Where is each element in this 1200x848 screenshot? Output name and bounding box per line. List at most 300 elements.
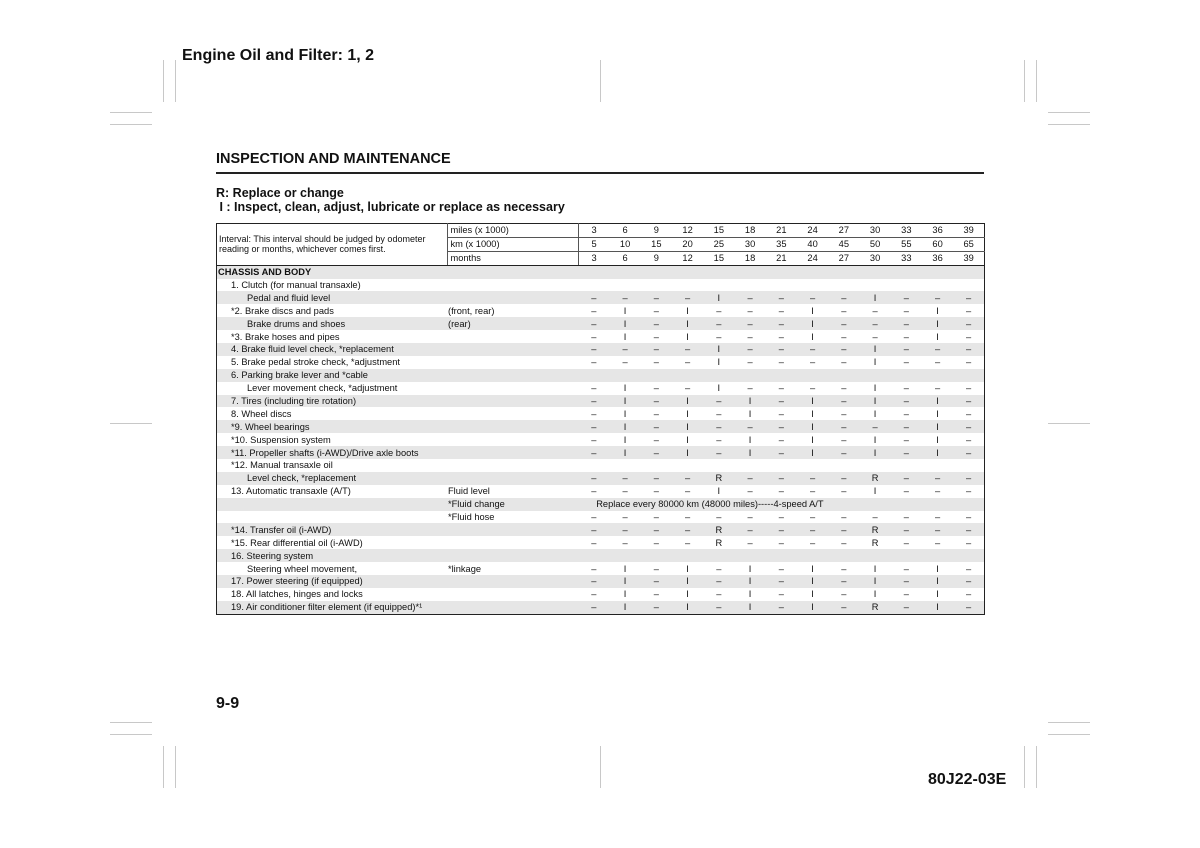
schedule-cell: – (591, 537, 597, 548)
schedule-cell: – (891, 291, 922, 304)
schedule-cell: R (703, 472, 734, 485)
schedule-item-label: 6. Parking brake lever and *cable (217, 369, 448, 382)
schedule-item-detail (448, 407, 578, 420)
schedule-cell (672, 279, 703, 292)
schedule-row (217, 562, 985, 575)
schedule-cell (922, 279, 953, 292)
schedule-cell (609, 369, 640, 382)
interval-value: 10 (609, 237, 640, 251)
schedule-cell: – (685, 357, 691, 368)
schedule-cell: I (623, 563, 627, 574)
schedule-row (217, 317, 985, 330)
schedule-cell: I (623, 305, 627, 316)
schedule-item-label: *15. Rear differential oil (i-AWD) (231, 537, 363, 548)
schedule-cell: – (766, 420, 797, 433)
crop-mark (163, 746, 164, 788)
schedule-cell: – (953, 523, 984, 536)
schedule-cell: I (873, 357, 877, 368)
schedule-cell: I (672, 395, 703, 408)
schedule-cell: – (966, 589, 972, 600)
schedule-item-detail (448, 575, 578, 588)
schedule-cell (859, 265, 890, 278)
document-code: 80J22-03E (928, 771, 1007, 788)
schedule-cell: I (748, 563, 752, 574)
schedule-cell: – (891, 446, 922, 459)
schedule-cell (828, 369, 859, 382)
schedule-cell: – (641, 523, 672, 536)
schedule-cell: I (922, 446, 953, 459)
schedule-cell: I (672, 317, 703, 330)
schedule-cell: – (578, 472, 609, 485)
schedule-cell: – (578, 317, 609, 330)
schedule-cell: I (686, 408, 689, 419)
schedule-cell: – (778, 563, 784, 574)
schedule-cell: I (873, 563, 877, 574)
schedule-row (217, 343, 985, 356)
interval-value: 39 (953, 251, 984, 265)
schedule-cell: – (591, 563, 597, 574)
schedule-cell (828, 265, 859, 278)
schedule-cell: – (966, 383, 972, 394)
schedule-cell: – (778, 486, 784, 497)
schedule-cell: – (935, 537, 941, 548)
schedule-cell (734, 549, 765, 562)
schedule-cell: I (859, 291, 890, 304)
schedule-cell: – (841, 331, 847, 342)
schedule-cell: – (716, 434, 722, 445)
schedule-row (217, 472, 985, 485)
schedule-cell: – (578, 395, 609, 408)
schedule-cell: I (623, 434, 627, 445)
interval-value: 25 (703, 237, 734, 251)
schedule-cell: I (686, 331, 689, 342)
schedule-cell: – (653, 563, 659, 574)
interval-value: 36 (922, 224, 953, 238)
schedule-cell: I (672, 446, 703, 459)
crop-mark (1048, 124, 1090, 125)
schedule-cell: – (716, 563, 722, 574)
schedule-cell: – (953, 575, 984, 588)
schedule-cell: I (623, 383, 627, 394)
schedule-cell: R (703, 523, 734, 536)
schedule-cell: R (715, 537, 723, 548)
schedule-row (217, 601, 985, 614)
schedule-cell: – (828, 472, 859, 485)
schedule-item-detail: *Fluid hose (447, 512, 495, 523)
maintenance-schedule-table (216, 223, 985, 615)
schedule-cell: – (703, 420, 734, 433)
schedule-cell (703, 279, 734, 292)
schedule-cell: I (873, 383, 877, 394)
schedule-cell: – (841, 512, 847, 523)
schedule-cell: I (936, 331, 939, 342)
interval-value: 60 (922, 237, 953, 251)
schedule-cell: I (797, 601, 828, 614)
schedule-cell: – (609, 523, 640, 536)
schedule-cell: – (935, 357, 941, 368)
schedule-item-detail: (rear) (448, 317, 578, 330)
schedule-cell: – (903, 563, 909, 574)
schedule-row (217, 265, 985, 278)
schedule-cell: – (641, 395, 672, 408)
schedule-item-detail: (front, rear) (447, 305, 495, 316)
schedule-cell: – (891, 575, 922, 588)
schedule-item-detail: *Fluid change (448, 498, 578, 511)
schedule-item-label: CHASSIS AND BODY (217, 265, 448, 278)
schedule-cell (891, 279, 922, 292)
schedule-item-detail (448, 459, 578, 472)
schedule-cell: – (766, 317, 797, 330)
schedule-item-detail (448, 433, 578, 446)
interval-value: 45 (828, 237, 859, 251)
schedule-cell: – (778, 408, 784, 419)
schedule-cell: I (797, 446, 828, 459)
crop-mark (110, 112, 152, 113)
schedule-row (217, 304, 985, 317)
schedule-item-detail (448, 343, 578, 356)
schedule-cell: – (778, 434, 784, 445)
schedule-cell: – (903, 537, 909, 548)
schedule-cell: – (922, 523, 953, 536)
interval-value: 15 (641, 237, 672, 251)
schedule-cell (672, 459, 703, 472)
interval-value: 5 (578, 237, 609, 251)
schedule-cell: – (591, 434, 597, 445)
schedule-cell (859, 459, 890, 472)
schedule-cell: I (623, 331, 627, 342)
schedule-cell: I (686, 563, 689, 574)
interval-value: 18 (734, 251, 765, 265)
schedule-cell (578, 459, 609, 472)
interval-value: 27 (828, 224, 859, 238)
schedule-cell: – (891, 395, 922, 408)
crop-mark (110, 124, 152, 125)
schedule-cell (641, 459, 672, 472)
schedule-item-label: *3. Brake hoses and pipes (231, 331, 340, 342)
interval-value: 9 (641, 251, 672, 265)
schedule-cell: I (797, 317, 828, 330)
schedule-item-detail (448, 356, 578, 369)
schedule-cell: – (703, 446, 734, 459)
schedule-cell: – (872, 331, 878, 342)
schedule-cell: – (591, 408, 597, 419)
interval-value: 33 (891, 251, 922, 265)
schedule-row (217, 498, 985, 511)
schedule-cell: – (609, 291, 640, 304)
schedule-row (217, 575, 985, 588)
schedule-cell: I (797, 395, 828, 408)
interval-unit-label: km (x 1000) (448, 237, 578, 251)
schedule-item-detail (448, 395, 578, 408)
crop-mark (110, 734, 152, 735)
schedule-row (217, 433, 985, 446)
schedule-cell: – (685, 486, 691, 497)
schedule-cell: – (797, 343, 828, 356)
schedule-row (217, 291, 985, 304)
schedule-cell: – (703, 395, 734, 408)
schedule-cell: I (873, 486, 877, 497)
schedule-cell (922, 549, 953, 562)
schedule-cell (891, 549, 922, 562)
interval-value: 9 (641, 224, 672, 238)
schedule-cell: I (686, 305, 689, 316)
schedule-cell: – (778, 537, 784, 548)
schedule-cell: I (859, 446, 890, 459)
schedule-cell: – (685, 383, 691, 394)
schedule-cell: I (797, 575, 828, 588)
schedule-cell: – (766, 601, 797, 614)
schedule-cell: R (859, 523, 890, 536)
schedule-cell (859, 549, 890, 562)
schedule-cell: – (828, 446, 859, 459)
interval-value: 6 (609, 224, 640, 238)
schedule-cell: – (828, 395, 859, 408)
schedule-cell: – (810, 512, 816, 523)
schedule-cell: – (734, 420, 765, 433)
schedule-cell: – (766, 472, 797, 485)
schedule-cell (578, 279, 609, 292)
schedule-cell: – (591, 512, 597, 523)
schedule-cell: – (766, 523, 797, 536)
schedule-cell: – (591, 589, 597, 600)
schedule-cell: – (703, 601, 734, 614)
schedule-cell: – (703, 317, 734, 330)
crop-mark (175, 60, 176, 102)
schedule-cell: I (922, 395, 953, 408)
interval-value: 40 (797, 237, 828, 251)
schedule-cell: – (685, 512, 691, 523)
schedule-cell: R (859, 472, 890, 485)
schedule-cell: – (641, 472, 672, 485)
crop-mark (1048, 734, 1090, 735)
schedule-item-detail (448, 536, 578, 549)
schedule-cell: – (859, 317, 890, 330)
schedule-cell: – (778, 512, 784, 523)
schedule-cell: – (653, 357, 659, 368)
schedule-cell: – (653, 305, 659, 316)
schedule-cell: – (935, 486, 941, 497)
crop-mark (1048, 423, 1090, 424)
schedule-cell (766, 459, 797, 472)
schedule-cell: I (734, 601, 765, 614)
schedule-cell: – (716, 512, 722, 523)
schedule-cell (672, 549, 703, 562)
schedule-cell (797, 279, 828, 292)
schedule-cell: – (578, 291, 609, 304)
schedule-item-label: Steering wheel movement, (247, 563, 358, 574)
schedule-cell (859, 279, 890, 292)
crop-mark (600, 60, 601, 102)
schedule-cell: – (841, 434, 847, 445)
interval-unit-label: miles (x 1000) (448, 224, 578, 238)
schedule-cell: I (672, 575, 703, 588)
schedule-cell: I (859, 395, 890, 408)
schedule-cell: – (641, 575, 672, 588)
interval-value: 24 (797, 251, 828, 265)
schedule-cell: – (797, 291, 828, 304)
schedule-cell (734, 265, 765, 278)
schedule-cell (609, 265, 640, 278)
section-title: INSPECTION AND MAINTENANCE (216, 151, 451, 167)
interval-value: 30 (859, 251, 890, 265)
schedule-cell: – (891, 420, 922, 433)
schedule-item-detail (448, 369, 578, 382)
crop-mark (110, 722, 152, 723)
crop-mark (1036, 60, 1037, 102)
schedule-cell: – (747, 486, 753, 497)
schedule-cell: I (748, 589, 752, 600)
schedule-cell: I (734, 395, 765, 408)
schedule-cell: – (891, 601, 922, 614)
schedule-cell: – (966, 434, 972, 445)
schedule-cell: – (841, 383, 847, 394)
schedule-cell: I (922, 420, 953, 433)
schedule-cell: – (935, 383, 941, 394)
interval-value: 36 (922, 251, 953, 265)
interval-value: 18 (734, 224, 765, 238)
interval-value: 55 (891, 237, 922, 251)
schedule-cell: I (797, 420, 828, 433)
schedule-cell: – (778, 331, 784, 342)
schedule-item-detail (448, 420, 578, 433)
schedule-item-label: *10. Suspension system (231, 434, 331, 445)
schedule-cell: – (703, 575, 734, 588)
schedule-cell: – (766, 291, 797, 304)
schedule-cell: I (873, 408, 877, 419)
schedule-cell: – (891, 472, 922, 485)
interval-value: 6 (609, 251, 640, 265)
schedule-cell: – (778, 589, 784, 600)
fluid-change-note: Replace every 80000 km (48000 miles)-----4-speed A/T (578, 498, 984, 511)
schedule-item-label: *11. Propeller shafts (i-AWD)/Drive axle boots (217, 446, 448, 459)
schedule-cell (953, 279, 984, 292)
schedule-row (217, 588, 985, 601)
schedule-cell: – (935, 512, 941, 523)
schedule-cell: – (578, 446, 609, 459)
schedule-cell (828, 459, 859, 472)
schedule-row (217, 407, 985, 420)
schedule-cell: – (591, 486, 597, 497)
schedule-cell (703, 549, 734, 562)
schedule-cell: – (591, 305, 597, 316)
schedule-cell (672, 265, 703, 278)
schedule-row (217, 536, 985, 549)
schedule-cell: – (641, 446, 672, 459)
schedule-cell: – (953, 395, 984, 408)
schedule-cell: – (966, 331, 972, 342)
schedule-cell: – (966, 512, 972, 523)
schedule-cell: – (953, 420, 984, 433)
schedule-cell: – (903, 383, 909, 394)
schedule-cell: – (922, 291, 953, 304)
schedule-cell (766, 279, 797, 292)
schedule-cell: – (734, 523, 765, 536)
schedule-item-label (217, 511, 448, 524)
schedule-cell: I (873, 589, 877, 600)
interval-value: 20 (672, 237, 703, 251)
interval-value: 12 (672, 224, 703, 238)
schedule-cell: – (641, 317, 672, 330)
schedule-cell: – (872, 512, 878, 523)
schedule-cell: – (953, 446, 984, 459)
schedule-cell: – (641, 420, 672, 433)
schedule-cell: – (766, 575, 797, 588)
schedule-cell: I (686, 434, 689, 445)
schedule-cell (891, 459, 922, 472)
schedule-cell: I (703, 291, 734, 304)
schedule-cell: – (609, 472, 640, 485)
schedule-cell: – (953, 317, 984, 330)
schedule-cell (922, 369, 953, 382)
schedule-item-label: *12. Manual transaxle oil (231, 460, 333, 471)
schedule-cell (609, 279, 640, 292)
schedule-item-detail: Fluid level (447, 486, 490, 497)
schedule-cell: – (841, 357, 847, 368)
schedule-cell: – (828, 420, 859, 433)
schedule-cell: – (641, 343, 672, 356)
schedule-cell: – (891, 343, 922, 356)
schedule-cell: I (686, 589, 689, 600)
schedule-cell: – (653, 383, 659, 394)
schedule-cell: I (936, 589, 939, 600)
schedule-cell: – (966, 408, 972, 419)
schedule-cell: – (778, 383, 784, 394)
schedule-cell (578, 265, 609, 278)
schedule-cell (766, 265, 797, 278)
page-header-title: Engine Oil and Filter: 1, 2 (182, 47, 375, 64)
schedule-cell: I (623, 589, 627, 600)
schedule-item-label (217, 498, 448, 511)
schedule-cell: – (953, 472, 984, 485)
schedule-cell: I (811, 589, 814, 600)
schedule-cell: – (734, 317, 765, 330)
legend (216, 186, 565, 214)
schedule-cell: – (653, 537, 659, 548)
schedule-cell: I (623, 408, 627, 419)
schedule-cell: R (859, 601, 890, 614)
schedule-cell (797, 265, 828, 278)
schedule-cell: I (748, 434, 752, 445)
schedule-cell: – (953, 343, 984, 356)
schedule-cell: I (811, 563, 814, 574)
schedule-cell: – (953, 601, 984, 614)
schedule-row (217, 395, 985, 408)
schedule-cell: – (903, 357, 909, 368)
schedule-cell (641, 549, 672, 562)
schedule-cell: – (891, 317, 922, 330)
schedule-cell: – (591, 357, 597, 368)
schedule-row (217, 420, 985, 433)
crop-mark (1036, 746, 1037, 788)
interval-value: 3 (578, 224, 609, 238)
schedule-item-label: *14. Transfer oil (i-AWD) (217, 523, 448, 536)
schedule-cell (953, 549, 984, 562)
schedule-cell: – (716, 305, 722, 316)
interval-value: 30 (859, 224, 890, 238)
schedule-cell: – (747, 512, 753, 523)
schedule-cell: – (828, 601, 859, 614)
schedule-cell: – (716, 589, 722, 600)
schedule-cell: – (766, 446, 797, 459)
schedule-cell: – (716, 331, 722, 342)
schedule-cell: I (609, 395, 640, 408)
crop-mark (1048, 722, 1090, 723)
schedule-cell: – (747, 305, 753, 316)
schedule-cell: – (641, 291, 672, 304)
schedule-cell: – (591, 331, 597, 342)
schedule-cell (828, 279, 859, 292)
schedule-cell (766, 549, 797, 562)
